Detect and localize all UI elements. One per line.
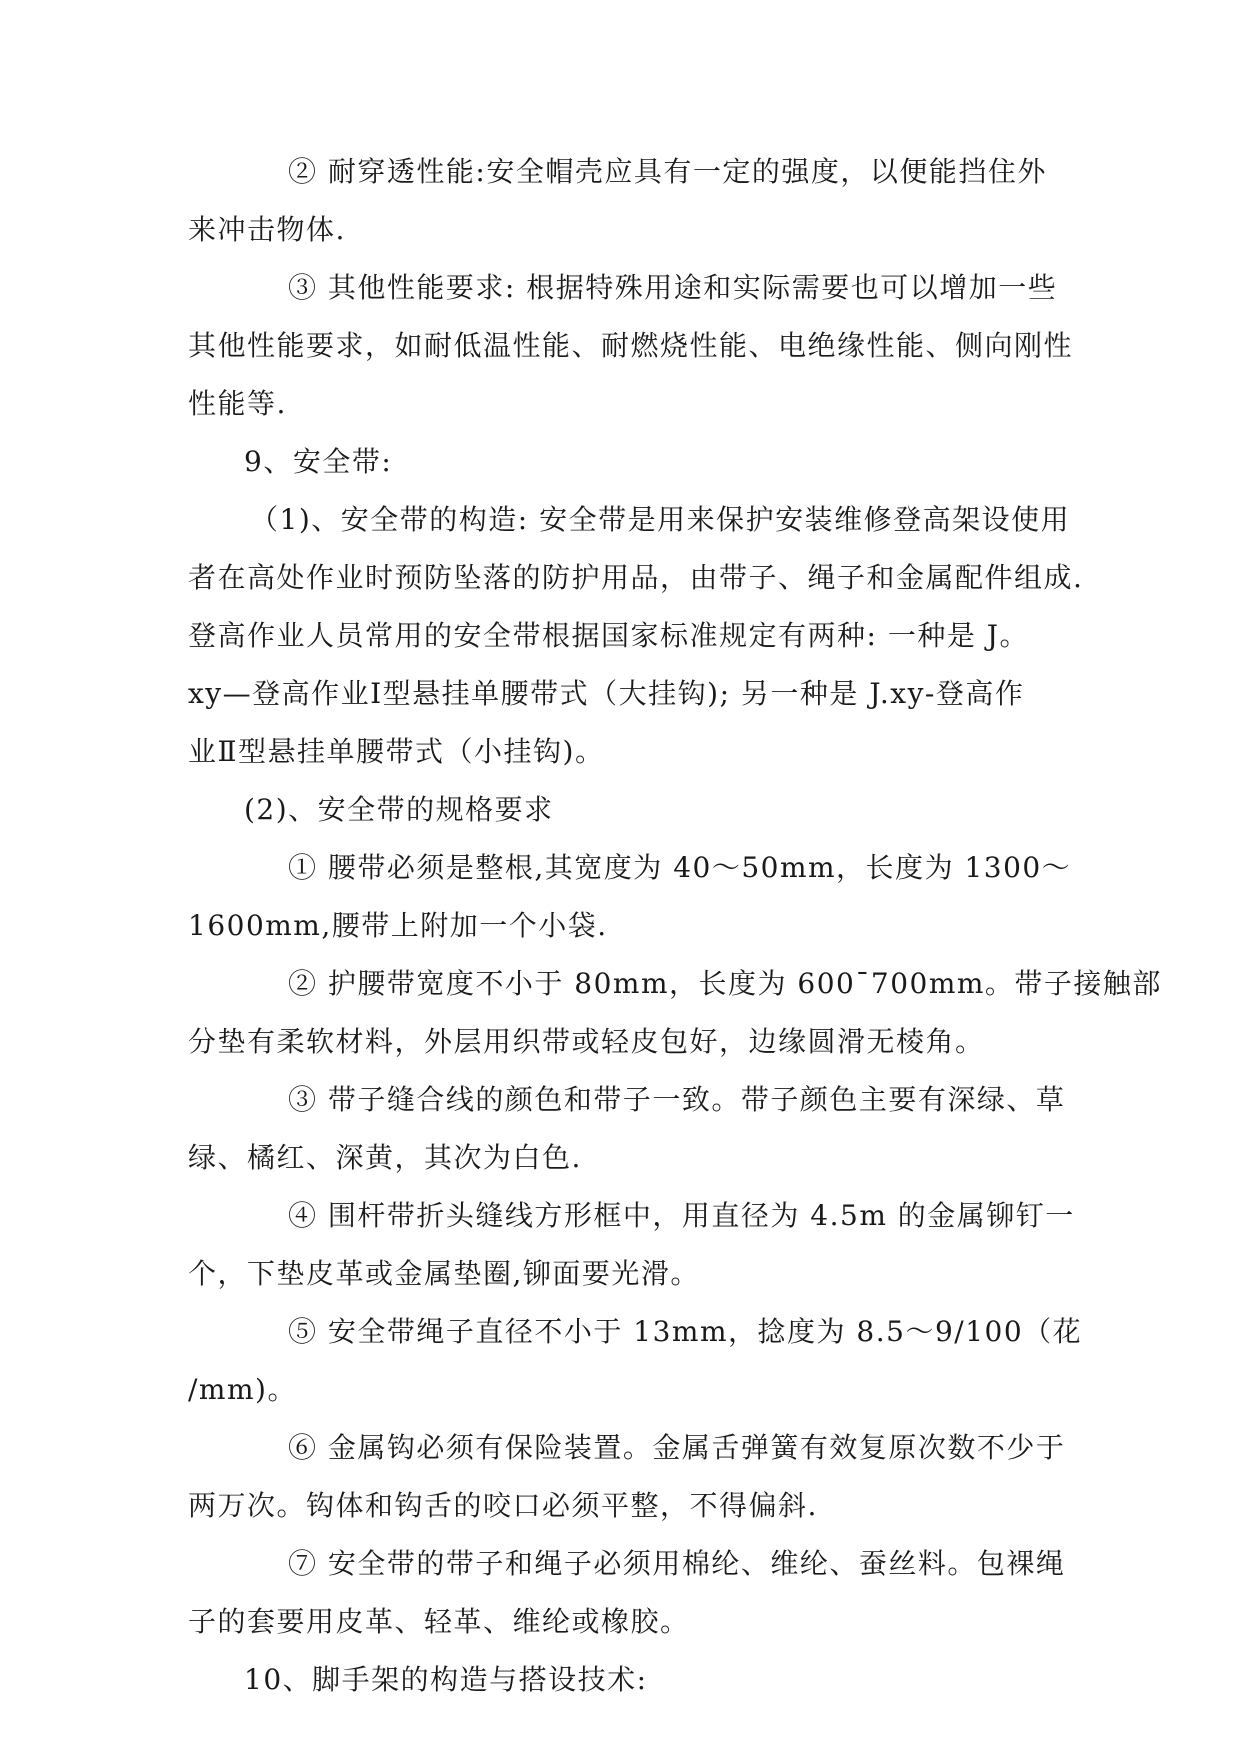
paragraph-line: 分垫有柔软材料，外层用织带或轻皮包好，边缘圆滑无棱角。: [188, 1025, 985, 1058]
paragraph-line: /mm)。: [188, 1373, 297, 1406]
paragraph-line: 业Ⅱ型悬挂单腰带式（小挂钩)。: [188, 735, 605, 768]
paragraph-line: 个，下垫皮革或金属垫圈,铆面要光滑。: [188, 1257, 700, 1290]
paragraph-line: ② 耐穿透性能:安全帽壳应具有一定的强度，以便能挡住外: [288, 155, 1047, 188]
paragraph-line: xy—登高作业Ⅰ型悬挂单腰带式（大挂钩); 另一种是 J.xy-登高作: [188, 677, 1025, 710]
paragraph-line: ④ 围杆带折头缝线方形框中，用直径为 4.5m 的金属铆钉一: [288, 1199, 1075, 1232]
paragraph-line: ⑥ 金属钩必须有保险装置。金属舌弹簧有效复原次数不少于: [288, 1431, 1066, 1464]
paragraph-line: 子的套要用皮革、轻革、维纶或橡胶。: [188, 1605, 690, 1638]
paragraph-line: 其他性能要求，如耐低温性能、耐燃烧性能、电绝缘性能、侧向刚性: [188, 329, 1074, 362]
paragraph-line: ⑦ 安全带的带子和绳子必须用棉纶、维纶、蚕丝料。包裸绳: [288, 1547, 1066, 1580]
paragraph-line: ③ 其他性能要求: 根据特殊用途和实际需要也可以增加一些: [288, 271, 1058, 304]
subsection-heading: （1)、安全带的构造: 安全带是用来保护安装维修登高架设使用: [250, 503, 1071, 536]
paragraph-line: 性能等.: [188, 387, 287, 420]
paragraph-line: 登高作业人员常用的安全带根据国家标准规定有两种: 一种是 J。: [188, 619, 1029, 652]
section-heading: 9、安全带:: [244, 445, 393, 478]
paragraph-line: 绿、橘红、深黄，其次为白色.: [188, 1141, 582, 1174]
paragraph-line: 两万次。钩体和钩舌的咬口必须平整，不得偏斜.: [188, 1489, 818, 1522]
subsection-heading: (2)、安全带的规格要求: [244, 793, 554, 826]
paragraph-line: 者在高处作业时预防坠落的防护用品，由带子、绳子和金属配件组成.: [188, 561, 1084, 594]
paragraph-line: 1600mm,腰带上附加一个小袋.: [188, 909, 608, 942]
section-heading: 10、脚手架的构造与搭设技术:: [244, 1663, 648, 1696]
paragraph-line: ③ 带子缝合线的颜色和带子一致。带子颜色主要有深绿、草: [288, 1083, 1066, 1116]
paragraph-line: ⑤ 安全带绳子直径不小于 13mm，捻度为 8.5～9/100（花: [288, 1315, 1083, 1348]
document-body: [188, 143, 1162, 1709]
paragraph-line: 来冲击物体.: [188, 213, 346, 246]
paragraph-line: ② 护腰带宽度不小于 80mm，长度为 600¯700mm。带子接触部: [288, 967, 1162, 1000]
paragraph-line: ① 腰带必须是整根,其宽度为 40～50mm，长度为 1300～: [288, 851, 1072, 884]
